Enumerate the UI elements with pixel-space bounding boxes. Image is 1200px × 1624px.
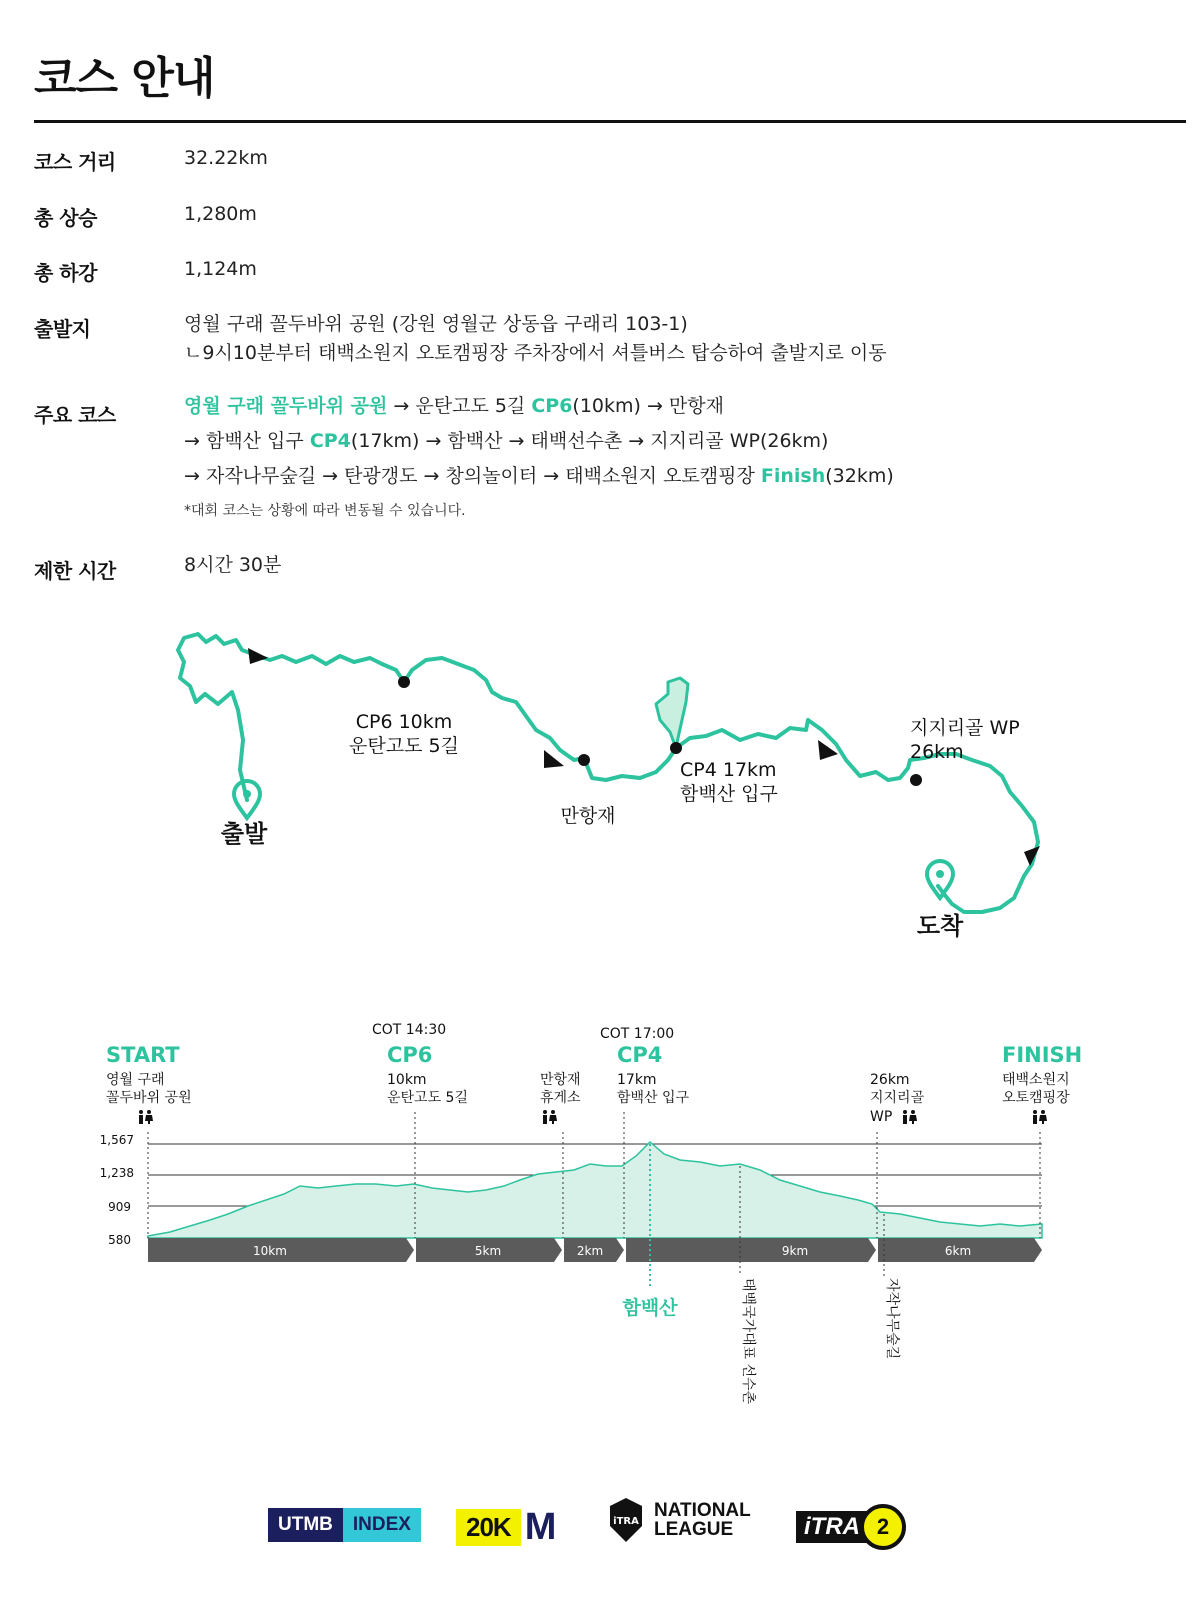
segment-label: 2km <box>576 1244 604 1258</box>
segment-label: 9km <box>781 1244 809 1258</box>
course-change-notice: *대회 코스는 상황에 따라 변동될 수 있습니다. <box>184 503 466 519</box>
descent-value: 1,124m <box>184 258 257 280</box>
y-tick-label: 1,238 <box>99 1166 134 1180</box>
route-finish: Finish <box>760 465 826 487</box>
start-value <box>184 310 887 368</box>
elevation-area <box>148 1142 1042 1238</box>
finish-title: FINISH <box>1002 1043 1083 1067</box>
finish-label: 도착 <box>916 912 964 940</box>
cp6-cot: COT 14:30 <box>372 1022 447 1038</box>
segment-label: 6km <box>944 1244 972 1258</box>
route-line-1 <box>184 389 894 424</box>
itra-2-logo <box>796 1504 906 1550</box>
rest-area-label: 만항재 <box>540 1072 581 1088</box>
direction-arrow-icon <box>248 648 268 664</box>
20k-m-logo <box>456 1506 556 1549</box>
route-text: (10km) → 만항재 <box>572 395 724 417</box>
route-cp6: CP6 <box>531 395 573 417</box>
summit-label: 함백산 <box>622 1297 678 1319</box>
itra-shield-icon <box>606 1496 646 1544</box>
elevation-profile <box>0 1010 1200 1410</box>
start-label: 출발지 <box>34 317 91 341</box>
national-league-text <box>654 1501 751 1539</box>
itra-logo-text: iTRA <box>796 1511 868 1543</box>
toilet-icon <box>903 1110 917 1124</box>
cp4-title: CP4 <box>617 1043 663 1067</box>
taebaek-label: 태백국가대표 선수촌 <box>740 1278 756 1405</box>
wp-sublabel: 26km <box>870 1072 910 1088</box>
wp-label: 지지리골 WP <box>910 717 1020 739</box>
itra-level-badge: 2 <box>860 1504 906 1550</box>
20k-logo-text: 20K <box>456 1509 521 1546</box>
manhangjae-label: 만항재 <box>560 805 616 827</box>
national-league-logo <box>606 1496 751 1544</box>
start-label: 출발 <box>220 820 268 848</box>
utmb-index-logo <box>268 1508 421 1542</box>
summit-loop <box>656 678 688 748</box>
cp6-sublabel: 10km <box>387 1072 427 1088</box>
route-text: (17km) → 함백산 → 태백선수촌 → 지지리골 WP(26km) <box>350 430 829 452</box>
rest-area-label: 휴게소 <box>540 1090 581 1106</box>
distance-value: 32.22km <box>184 147 268 169</box>
birch-label: 자작나무숲길 <box>884 1278 900 1360</box>
route-text: → 운탄고도 5길 <box>387 395 532 417</box>
cp4-marker <box>670 742 682 754</box>
ascent-label: 총 상승 <box>34 206 97 230</box>
start-sublabel: 영월 구래 <box>106 1072 165 1088</box>
title-divider <box>34 120 1186 123</box>
m-logo-text: M <box>524 1506 557 1548</box>
cp4-sublabel: 함백산 입구 <box>617 1090 690 1106</box>
route-cp4: CP4 <box>309 430 351 452</box>
y-tick-label: 1,567 <box>99 1133 134 1147</box>
y-tick-label: 580 <box>108 1233 131 1247</box>
cp4-cot: COT 17:00 <box>600 1026 675 1042</box>
y-tick-label: 909 <box>108 1200 131 1214</box>
itra-shield-text: iTRA <box>613 1516 639 1527</box>
route-text: → 자작나무숲길 → 탄광갱도 → 창의놀이터 → 태백소원지 오토캠핑장 <box>184 465 761 487</box>
time-limit-value: 8시간 30분 <box>184 554 282 576</box>
route-text: → 함백산 입구 <box>184 430 310 452</box>
finish-sublabel: 오토캠핑장 <box>1002 1090 1070 1106</box>
finish-sublabel: 태백소원지 <box>1002 1072 1070 1088</box>
manhangjae-marker <box>578 754 590 766</box>
route-line-3 <box>184 459 894 494</box>
start-sublabel: 꼴두바위 공원 <box>106 1090 192 1106</box>
toilet-icon <box>1033 1110 1047 1124</box>
cp4-label: CP4 17km <box>680 759 777 781</box>
index-logo-text: INDEX <box>343 1508 421 1542</box>
course-label: 주요 코스 <box>34 403 116 427</box>
segment-bar-9km <box>626 1238 876 1262</box>
shuttle-note: ㄴ9시10분부터 태백소원지 오토캠핑장 주차장에서 셔틀버스 탑승하여 출발지로 이동 <box>184 342 887 364</box>
segment-label: 5km <box>474 1244 502 1258</box>
toilet-icon <box>543 1110 557 1124</box>
descent-label: 총 하강 <box>34 261 97 285</box>
segment-label: 10km <box>253 1244 287 1258</box>
wp-sublabel: 26km <box>910 741 964 763</box>
cp6-marker <box>398 676 410 688</box>
cp6-title: CP6 <box>387 1043 433 1067</box>
start-address: 영월 구래 꼴두바위 공원 (강원 영월군 상동읍 구래리 103-1) <box>184 313 688 335</box>
start-title: START <box>106 1043 180 1067</box>
toilet-icon <box>139 1110 153 1124</box>
route-line-2 <box>184 424 894 459</box>
cp4-sublabel: 17km <box>617 1072 657 1088</box>
time-limit-label: 제한 시간 <box>34 559 116 583</box>
page-title: 코스 안내 <box>34 53 215 104</box>
wp-sublabel: WP <box>870 1109 893 1125</box>
ascent-value: 1,280m <box>184 203 257 225</box>
cp4-sublabel: 함백산 입구 <box>680 783 778 805</box>
course-value <box>184 389 894 520</box>
finish-pin-icon <box>927 861 953 898</box>
wp-sublabel: 지지리골 <box>870 1090 925 1106</box>
distance-label: 코스 거리 <box>34 150 116 174</box>
cp6-sublabel: 운탄고도 5길 <box>349 735 459 757</box>
league-text: LEAGUE <box>654 1519 734 1540</box>
cp6-label: CP6 10km <box>355 711 453 733</box>
sponsor-logos <box>0 1500 1200 1618</box>
course-map <box>0 620 1200 980</box>
national-text: NATIONAL <box>654 1500 751 1521</box>
utmb-logo-text: UTMB <box>268 1508 343 1542</box>
route-text: (32km) <box>825 465 894 487</box>
route-path <box>178 634 1038 912</box>
cp6-sublabel: 운탄고도 5길 <box>387 1090 468 1106</box>
wp-marker <box>910 774 922 786</box>
route-start-name: 영월 구래 꼴두바위 공원 <box>184 395 388 417</box>
